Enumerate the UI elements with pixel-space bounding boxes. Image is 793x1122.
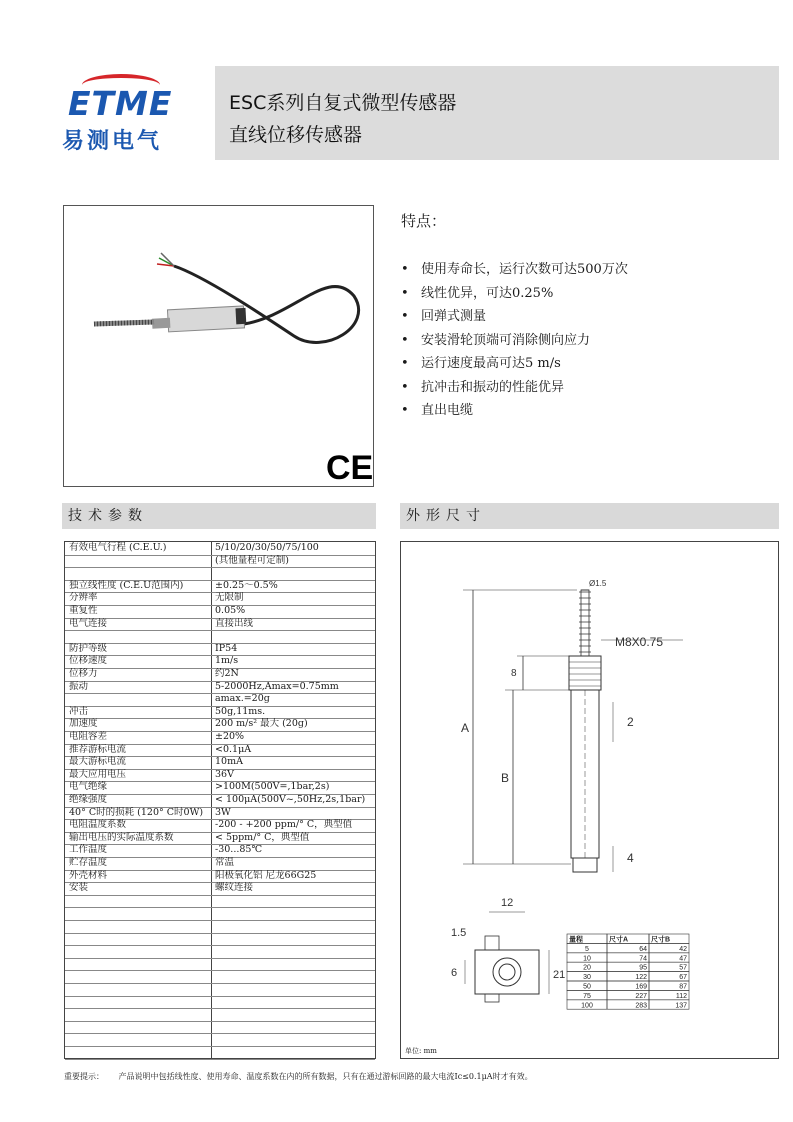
spec-key: 工作温度 [69, 844, 108, 856]
spec-row [65, 542, 375, 556]
feature-item [401, 329, 628, 353]
size-table-value: 20 [583, 964, 591, 972]
spec-table [64, 541, 376, 1059]
spec-value: 直接出线 [215, 617, 254, 629]
drawing-canvas [401, 542, 778, 1048]
title-banner [215, 66, 779, 160]
spec-row-empty [65, 1021, 375, 1035]
spec-key: 40° C时的损耗 (120° C时0W) [69, 806, 204, 818]
size-table-value: 75 [583, 992, 591, 1000]
ce-mark: CE [326, 449, 373, 486]
size-table-value: 64 [639, 945, 647, 953]
bullet-icon: • [401, 285, 409, 301]
bullet-icon: • [401, 332, 409, 348]
thread-label: M8X0.75 [615, 635, 664, 649]
spec-key: 绝缘强度 [69, 794, 108, 805]
size-table-value: 227 [635, 992, 647, 1000]
feature-text: 直出电缆 [421, 403, 474, 418]
footer-text: 产品说明中包括线性度、使用寿命、温度系数在内的所有数据，只有在通过游标回路的最大电流Ic≤0.1μA时才有效。 [118, 1072, 533, 1081]
feature-text: 线性优异，可达0.25% [421, 285, 554, 301]
size-table-header: 尺寸B [651, 936, 671, 944]
spec-value: 常温 [215, 857, 235, 868]
dim-15-label: 1.5 [451, 927, 467, 939]
dim-4-label: 4 [627, 851, 634, 865]
cable-gland [235, 308, 246, 325]
spec-value: < 5ppm/° C，典型值 [215, 831, 310, 843]
size-table-value: 122 [635, 974, 647, 982]
bullet-icon: • [401, 262, 409, 277]
spec-key: 振动 [69, 680, 89, 692]
spec-row [65, 630, 375, 644]
dimension-drawing [400, 541, 779, 1059]
size-table-value: 137 [675, 1002, 687, 1010]
bullet-icon: • [401, 356, 409, 371]
spec-row [65, 756, 375, 770]
features-title: 特点： [401, 212, 447, 230]
feature-text: 运行速度最高可达5 m/s [421, 356, 561, 371]
spec-row [65, 807, 375, 821]
spec-key: 推荐游标电流 [69, 743, 127, 755]
spec-row [65, 681, 375, 695]
size-table-value: 47 [679, 955, 687, 963]
spec-key: 外壳材料 [69, 869, 108, 881]
spec-key: 防护等级 [69, 642, 108, 654]
spec-key: 位移速度 [69, 655, 108, 667]
spec-key: 分辨率 [69, 592, 98, 604]
size-table-value: 50 [583, 983, 591, 991]
spec-row-empty [65, 1008, 375, 1022]
spec-row [65, 643, 375, 657]
end-view-slot-bottom [485, 994, 499, 1002]
spec-row [65, 731, 375, 745]
end-view-slot-top [485, 936, 499, 950]
spec-value: -30...85℃ [215, 844, 263, 856]
spec-value: 3W [215, 806, 231, 818]
size-table-value: 100 [581, 1002, 593, 1010]
bullet-icon: • [401, 309, 409, 324]
spec-value: 0.05% [215, 605, 246, 616]
spec-row [65, 693, 375, 707]
spec-row-empty [65, 983, 375, 997]
spec-row [65, 592, 375, 606]
diameter-label: Ø1.5 [589, 579, 607, 588]
spec-row [65, 819, 375, 833]
spec-row [65, 832, 375, 846]
spec-row-empty [65, 920, 375, 934]
end-view-bore [493, 958, 521, 986]
size-table-value: 87 [679, 983, 687, 991]
dim-b-label: B [501, 771, 510, 785]
feature-item [401, 399, 628, 423]
spec-row [65, 618, 375, 632]
size-table-value: 74 [639, 955, 647, 963]
spec-row-empty [65, 1033, 375, 1047]
spec-row [65, 718, 375, 732]
spec-value: 5-2000Hz,Amax=0.75mm [215, 680, 339, 692]
spec-value: -200 - +200 ppm/° C，典型值 [215, 819, 353, 831]
spec-row-empty [65, 1046, 375, 1060]
size-table-value: 283 [635, 1002, 647, 1010]
product-image-frame [63, 205, 374, 487]
spec-key: 最大应用电压 [69, 768, 127, 780]
spec-row [65, 857, 375, 871]
spec-key: 电气连接 [69, 617, 108, 629]
spec-key: 最大游标电流 [69, 756, 127, 768]
spec-section-header: 技术参数 [62, 503, 376, 529]
size-table-header: 尺寸A [609, 936, 629, 944]
spec-value: >100M(500V=,1bar,2s) [215, 781, 330, 793]
spec-row-empty [65, 996, 375, 1010]
company-logo [62, 72, 190, 152]
spec-key: 安装 [69, 882, 89, 894]
spec-row-empty [65, 895, 375, 909]
spec-row [65, 605, 375, 619]
spec-row-empty [65, 907, 375, 921]
feature-text: 使用寿命长，运行次数可达500万次 [421, 262, 628, 277]
spec-key: 重复性 [69, 605, 98, 616]
spec-value: amax.=20g [215, 693, 270, 705]
spec-key: 有效电气行程 (C.E.U.) [69, 542, 167, 553]
spec-value: 10mA [215, 756, 243, 768]
spec-value: 无限制 [215, 592, 244, 604]
cable [174, 266, 359, 342]
feature-item [401, 258, 628, 282]
feature-text: 抗冲击和振动的性能优异 [421, 379, 565, 395]
thread-nut [152, 318, 170, 329]
end-view-outline [475, 950, 539, 994]
spec-value: 1m/s [215, 655, 239, 667]
spec-key: 加速度 [69, 718, 98, 730]
spec-key: 贮存温度 [69, 857, 108, 868]
dim-8-label: 8 [511, 668, 517, 679]
spec-row-empty [65, 933, 375, 947]
spec-row [65, 668, 375, 682]
size-table [567, 934, 689, 1009]
feature-item [401, 376, 628, 400]
spec-key: 电阻容差 [69, 731, 108, 742]
spec-row [65, 844, 375, 858]
thread-section [569, 656, 601, 690]
size-table-value: 95 [639, 964, 647, 972]
spec-row [65, 870, 375, 884]
spec-value: < 100μA(500V~,50Hz,2s,1bar) [215, 794, 366, 805]
spec-row [65, 882, 375, 896]
feature-item [401, 305, 628, 329]
product-photo [64, 206, 373, 486]
dim-21-label: 21 [553, 969, 566, 981]
footer-label: 重要提示： [64, 1072, 104, 1081]
size-table-value: 57 [679, 964, 687, 972]
size-table-value: 5 [585, 945, 589, 953]
spec-key: 输出电压的实际温度系数 [69, 831, 174, 843]
spec-value: ±20% [215, 731, 245, 742]
spec-row-empty [65, 970, 375, 984]
spec-row-empty [65, 958, 375, 972]
spec-row [65, 655, 375, 669]
feature-item [401, 282, 628, 306]
size-table-header: 量程 [569, 936, 583, 944]
spec-value: 阳极氧化铝 尼龙66G25 [215, 869, 317, 881]
size-table-value: 169 [635, 983, 647, 991]
logo-chinese-name: 易测电气 [62, 129, 163, 154]
features-list [401, 258, 628, 423]
page-subtitle: 直线位移传感器 [229, 124, 363, 146]
spec-value: 约2N [215, 668, 239, 679]
page-title: ESC系列自复式微型传感器 [229, 92, 457, 114]
size-table-value: 112 [675, 992, 687, 1000]
spec-value: 5/10/20/30/50/75/100 [215, 542, 319, 553]
feature-item [401, 352, 628, 376]
sensor-body [167, 306, 244, 332]
spec-row [65, 706, 375, 720]
spec-row [65, 567, 375, 581]
dim-2-label: 2 [627, 715, 634, 729]
footer-note [64, 1071, 533, 1082]
spec-key: 冲击 [69, 705, 89, 717]
dim-12-label: 12 [501, 897, 514, 909]
spec-value: ±0.25～0.5% [215, 579, 278, 591]
spec-value: IP54 [215, 642, 238, 654]
cable-exit [573, 858, 597, 872]
dim-a-label: A [461, 721, 470, 735]
size-table-value: 30 [583, 974, 591, 982]
bullet-icon: • [401, 379, 409, 395]
spec-row [65, 794, 375, 808]
bullet-icon: • [401, 403, 409, 418]
feature-text: 回弹式测量 [421, 309, 487, 324]
spec-value: 50g,11ms. [215, 705, 266, 717]
spec-key: 电阻温度系数 [69, 819, 127, 831]
logo-text: ETME [68, 84, 173, 123]
spec-value: <0.1μA [215, 743, 252, 755]
spec-value: 200 m/s² 最大 (20g) [215, 718, 308, 730]
spec-key: 独立线性度 (C.E.U范围内) [69, 579, 184, 591]
unit-label: 单位: mm [405, 1047, 437, 1055]
feature-text: 安装滑轮顶端可消除侧向应力 [421, 332, 591, 348]
spec-value: 36V [215, 768, 234, 780]
spec-row [65, 744, 375, 758]
dimension-section-header: 外形尺寸 [400, 503, 779, 529]
size-table-value: 42 [679, 945, 687, 953]
spec-row-empty [65, 945, 375, 959]
spec-row [65, 555, 375, 569]
spec-row [65, 580, 375, 594]
size-table-value: 10 [583, 955, 591, 963]
spec-value: (其他量程可定制) [215, 554, 289, 566]
spec-value: 螺纹连接 [215, 882, 254, 894]
dim-6-label: 6 [451, 967, 458, 979]
spec-key: 电气绝缘 [69, 781, 108, 793]
spec-key: 位移力 [69, 668, 98, 679]
spec-row [65, 769, 375, 783]
spec-row [65, 781, 375, 795]
size-table-value: 67 [679, 974, 687, 982]
